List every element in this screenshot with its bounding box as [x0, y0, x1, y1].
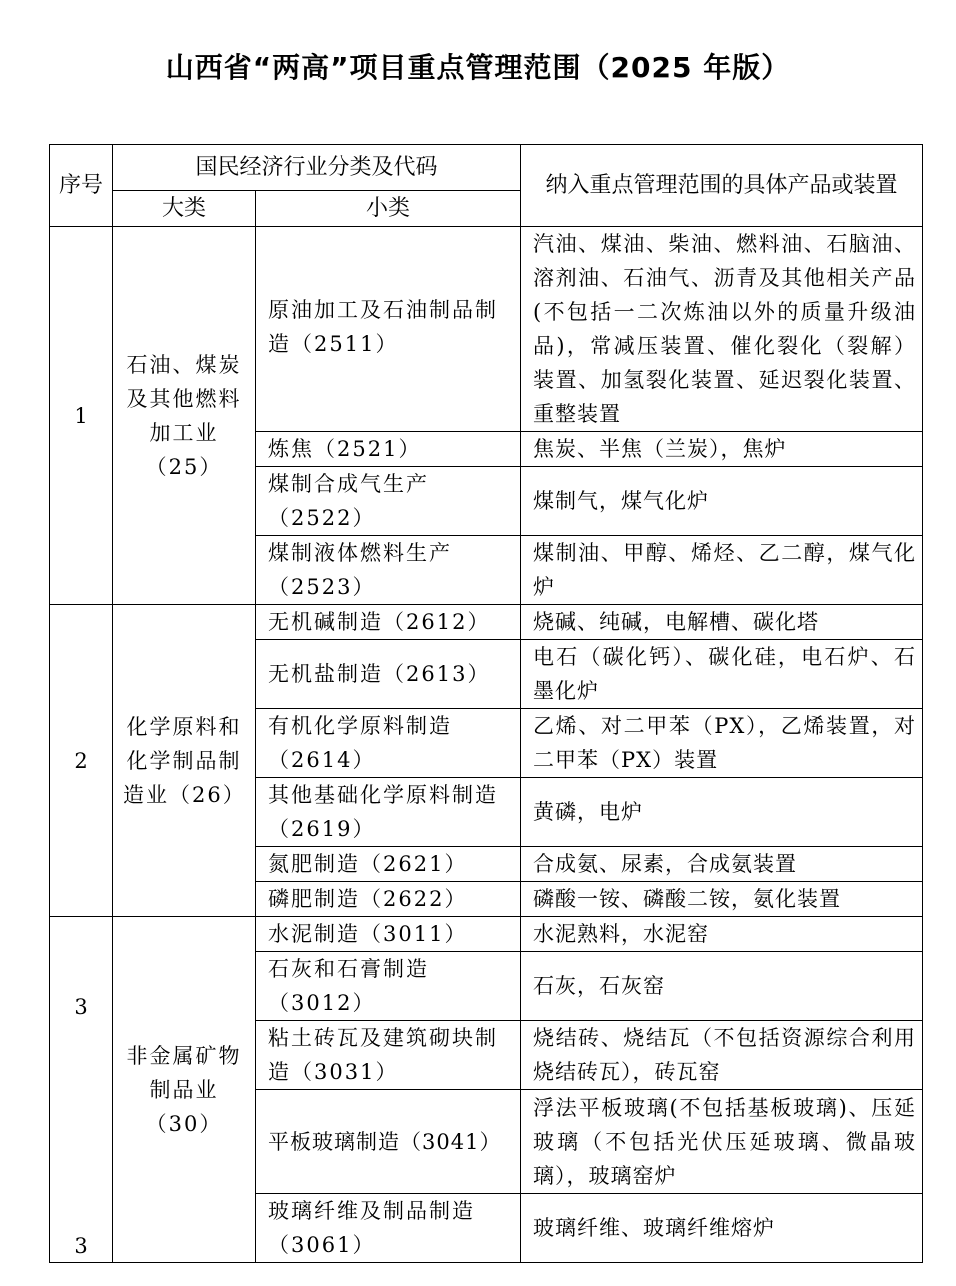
minor-category-cell: 磷肥制造（2622） [256, 882, 521, 917]
minor-category-cell: 煤制液体燃料生产（2523） [256, 536, 521, 605]
products-cell: 烧结砖、烧结瓦（不包括资源综合利用烧结砖瓦），砖瓦窑 [521, 1021, 923, 1090]
products-cell: 黄磷，电炉 [521, 778, 923, 847]
minor-category-cell: 有机化学原料制造（2614） [256, 709, 521, 778]
minor-category-cell: 玻璃纤维及制品制造（3061） [256, 1194, 521, 1263]
products-cell: 石灰，石灰窑 [521, 952, 923, 1021]
minor-category-cell: 煤制合成气生产（2522） [256, 467, 521, 536]
seq-cell: 1 [50, 227, 113, 605]
major-category-cell: 石油、煤炭及其他燃料加工业（25） [113, 227, 256, 605]
seq-cell: 2 [50, 605, 113, 917]
products-cell: 磷酸一铵、磷酸二铵，氨化装置 [521, 882, 923, 917]
products-cell: 煤制油、甲醇、烯烃、乙二醇，煤气化炉 [521, 536, 923, 605]
seq-number-repeat: 3 [74, 1234, 88, 1258]
header-industry: 国民经济行业分类及代码 [113, 145, 521, 191]
major-category-cell: 非金属矿物制品业（30） [113, 917, 256, 1263]
minor-category-cell: 其他基础化学原料制造（2619） [256, 778, 521, 847]
seq-number: 3 [74, 995, 88, 1019]
products-cell: 煤制气，煤气化炉 [521, 467, 923, 536]
products-cell: 浮法平板玻璃(不包括基板玻璃)、压延玻璃（不包括光伏压延玻璃、微晶玻璃），玻璃窑炉 [521, 1090, 923, 1194]
minor-category-cell: 平板玻璃制造（3041） [256, 1090, 521, 1194]
minor-category-cell: 炼焦（2521） [256, 432, 521, 467]
header-minor: 小类 [256, 191, 521, 227]
products-cell: 乙烯、对二甲苯（PX），乙烯装置，对二甲苯（PX）装置 [521, 709, 923, 778]
major-category-cell: 化学原料和化学制品制造业（26） [113, 605, 256, 917]
management-scope-table [49, 144, 923, 1263]
products-cell: 玻璃纤维、玻璃纤维熔炉 [521, 1194, 923, 1263]
page-title: 山西省“两高”项目重点管理范围（2025 年版） [165, 51, 791, 84]
header-seq: 序号 [50, 145, 113, 227]
minor-category-cell: 无机盐制造（2613） [256, 640, 521, 709]
products-cell: 水泥熟料，水泥窑 [521, 917, 923, 952]
products-cell: 烧碱、纯碱，电解槽、碳化塔 [521, 605, 923, 640]
header-products: 纳入重点管理范围的具体产品或装置 [521, 145, 923, 227]
products-cell: 汽油、煤油、柴油、燃料油、石脑油、溶剂油、石油气、沥青及其他相关产品(不包括一二次炼油以外的质量升级油品)，常减压装置、催化裂化（裂解）装置、加氢裂化装置、延迟裂化装置、重整装置 [521, 227, 923, 432]
header-major: 大类 [113, 191, 256, 227]
minor-category-cell: 无机碱制造（2612） [256, 605, 521, 640]
products-cell: 合成氨、尿素，合成氨装置 [521, 847, 923, 882]
minor-category-cell: 水泥制造（3011） [256, 917, 521, 952]
minor-category-cell: 粘土砖瓦及建筑砌块制造（3031） [256, 1021, 521, 1090]
products-cell: 电石（碳化钙）、碳化硅，电石炉、石墨化炉 [521, 640, 923, 709]
minor-category-cell: 原油加工及石油制品制造（2511） [256, 227, 521, 432]
seq-cell [50, 917, 113, 1263]
products-cell: 焦炭、半焦（兰炭），焦炉 [521, 432, 923, 467]
minor-category-cell: 石灰和石膏制造（3012） [256, 952, 521, 1021]
minor-category-cell: 氮肥制造（2621） [256, 847, 521, 882]
